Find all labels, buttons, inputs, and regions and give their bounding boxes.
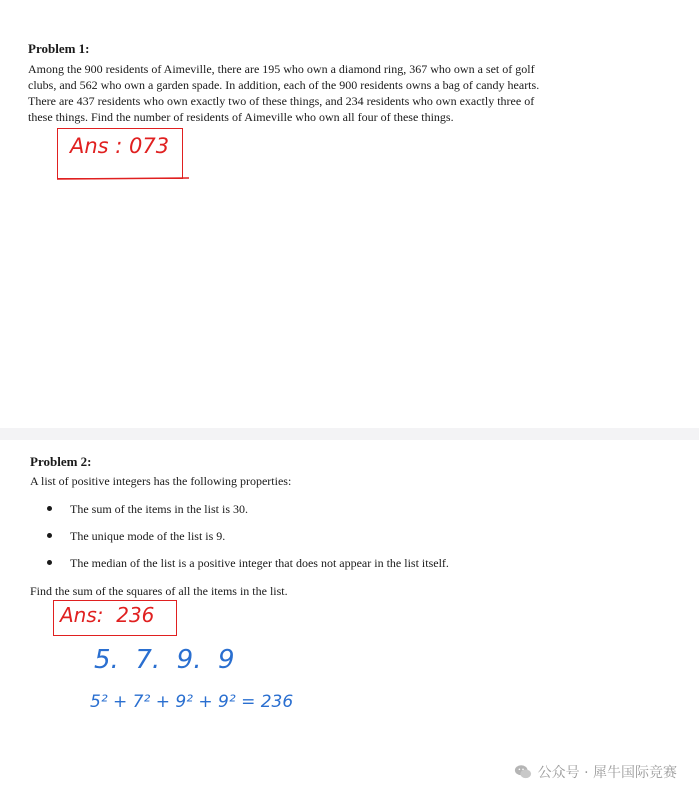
answer-underline-1: [55, 170, 195, 184]
problem-2-intro: A list of positive integers has the following properties:: [30, 474, 292, 488]
work-list-handwritten: 5. 7. 9. 9: [94, 645, 235, 675]
problem-1-line: these things. Find the number of residents of Aimeville who own all four of these things.: [28, 110, 454, 124]
list-item: The unique mode of the list is 9.: [40, 529, 449, 556]
problem-1-title: Problem 1:: [28, 41, 90, 56]
answer-2-handwritten: Ans: 236: [60, 603, 155, 627]
watermark: [514, 762, 677, 782]
watermark-text: 公众号 · 犀牛国际竞赛: [537, 765, 677, 781]
problem-1-line: clubs, and 562 who own a garden spade. In addition, each of the 900 residents owns a bag of candy hearts.: [28, 78, 540, 92]
problem-1-line: There are 437 residents who own exactly two of these things, and 234 residents who own exactly three of: [28, 94, 535, 108]
problem-1-line: Among the 900 residents of Aimeville, there are 195 who own a diamond ring, 367 who own a set of golf: [28, 62, 535, 76]
page-2: [0, 440, 699, 800]
list-item: The sum of the items in the list is 30.: [40, 502, 449, 529]
properties-list: [40, 502, 449, 583]
work-sum-handwritten: 5² + 7² + 9² + 9² = 236: [90, 692, 294, 712]
page-separator: [0, 428, 699, 440]
problem-2-title: Problem 2:: [30, 454, 92, 469]
answer-1-handwritten: Ans : 073: [70, 134, 170, 158]
list-item: The median of the list is a positive integer that does not appear in the list itself.: [40, 556, 449, 583]
problem-2-question: Find the sum of the squares of all the items in the list.: [30, 584, 288, 598]
wechat-icon: [514, 763, 532, 781]
